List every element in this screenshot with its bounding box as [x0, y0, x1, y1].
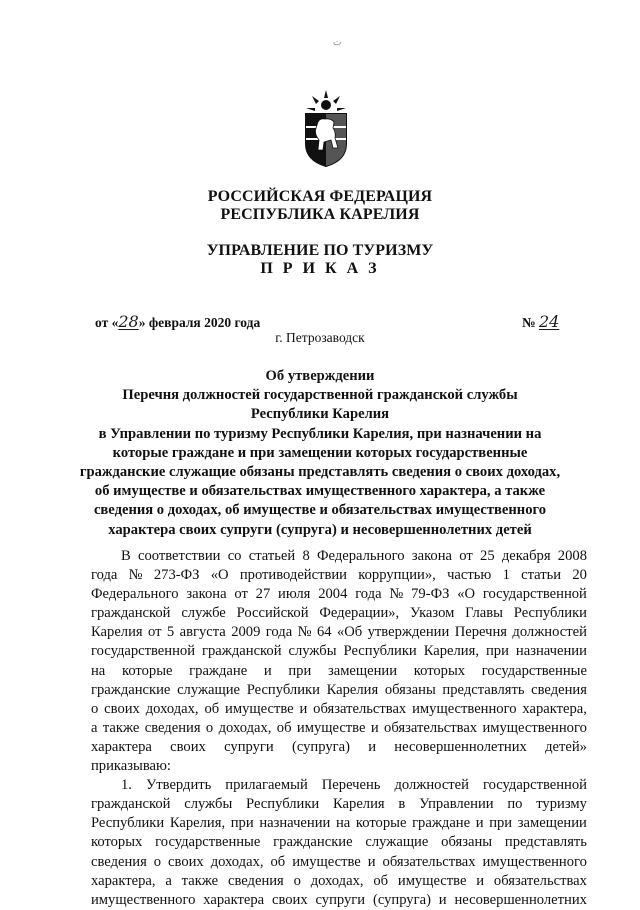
- number-handwritten: 24: [538, 312, 560, 331]
- body-line: Республики Карелия, при назначении на которые граждане и при замещении: [91, 815, 587, 832]
- title-line: гражданские служащие обязаны представлять сведения о своих доходах,: [79, 464, 561, 481]
- body-line: характера своих супруги (супруга) и несовершеннолетних детей»: [91, 738, 587, 755]
- body-line: гражданской службы Республики Карелия в Управлении по туризму: [91, 796, 587, 813]
- body-line: имущественного характера своих супруги (супруга) и несовершеннолетних: [91, 891, 587, 908]
- order-title: [60, 367, 580, 540]
- body-line: 1. Утвердить прилагаемый Перечень должностей государственной: [121, 777, 587, 794]
- scan-mark: ت: [333, 37, 342, 47]
- title-line: которые граждане и при замещении которых государственные: [112, 444, 528, 461]
- title-line: в Управлении по туризму Республики Карелия, при назначении на: [98, 425, 542, 442]
- order-body: [91, 547, 587, 910]
- body-line: на которые граждане и при замещении которых государственные: [91, 662, 587, 679]
- body-line: о своих доходах, об имуществе и обязательствах имущественного характера,: [91, 700, 587, 717]
- body-line: государственной гражданской службы Республики Карелия, при назначении: [91, 643, 587, 660]
- date-prefix: от «: [95, 315, 119, 330]
- header-country: РОССИЙСКАЯ ФЕДЕРАЦИЯ: [207, 188, 433, 205]
- body-line: гражданские служащие Республики Карелия обязаны представлять сведения: [91, 681, 587, 698]
- body-line: приказываю:: [91, 758, 171, 775]
- title-line: Об утверждении: [265, 368, 375, 384]
- date-day-handwritten: 28: [118, 312, 139, 331]
- number-prefix: №: [522, 315, 536, 330]
- header-republic: РЕСПУБЛИКА КАРЕЛИЯ: [220, 206, 420, 223]
- header-order: П Р И К А З: [260, 260, 380, 277]
- body-line: характера, а также сведения о доходах, об имуществе и обязательствах: [91, 872, 587, 889]
- city: г. Петрозаводск: [275, 330, 365, 345]
- order-number: [522, 312, 559, 331]
- body-line: гражданской службе Российской Федерации», Указом Главы Республики: [91, 605, 587, 622]
- title-line: Республики Карелия: [250, 406, 390, 423]
- header-department: УПРАВЛЕНИЕ ПО ТУРИЗМУ: [206, 242, 434, 259]
- order-date: [95, 312, 260, 331]
- title-line: Перечня должностей государственной гражданской службы: [122, 387, 518, 404]
- body-line: сведения о своих доходах, об имуществе и обязательствах имущественного: [91, 853, 587, 870]
- body-line: а также сведения о доходах, об имуществе и обязательствах имущественного: [91, 719, 587, 736]
- body-line: которых государственные гражданские служащие обязаны представлять: [91, 834, 587, 851]
- title-line: об имуществе и обязательствах имущественного характера, а также: [94, 483, 546, 500]
- date-suffix: » февраля 2020 года: [138, 315, 261, 330]
- title-line: характера своих супруги (супруга) и несовершеннолетних детей: [108, 521, 532, 538]
- body-line: года № 273-ФЗ «О противодействии коррупции», частью 1 статьи 20: [91, 567, 587, 584]
- title-line: сведения о доходах, об имуществе и обязательствах имущественного: [93, 502, 547, 519]
- body-line: Федерального закона от 27 июля 2004 года № 79-ФЗ «О государственной: [91, 586, 587, 603]
- body-line: Карелия от 5 августа 2009 года № 64 «Об утверждении Перечня должностей: [91, 624, 587, 641]
- body-line: В соответствии со статьей 8 Федерального закона от 25 декабря 2008: [121, 548, 587, 564]
- coat-of-arms-emblem: [300, 88, 352, 168]
